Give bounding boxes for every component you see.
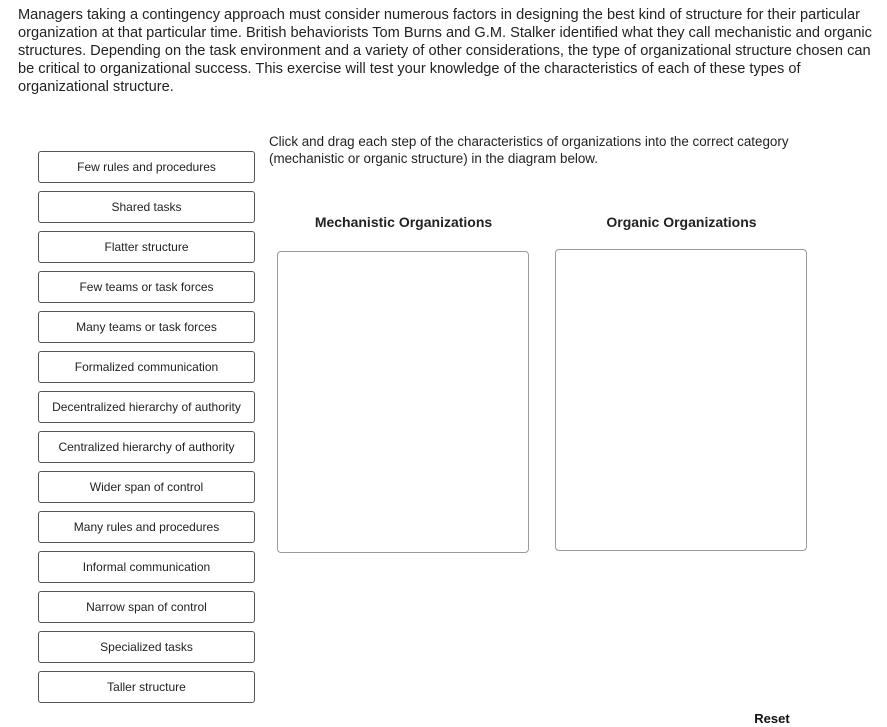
draggable-item-informal-communication[interactable]: Informal communication bbox=[38, 551, 255, 583]
draggable-item-list bbox=[38, 151, 255, 711]
reset-button[interactable]: Reset bbox=[744, 709, 800, 727]
mechanistic-drop-zone[interactable] bbox=[277, 251, 529, 553]
draggable-item-centralized-hierarchy[interactable]: Centralized hierarchy of authority bbox=[38, 431, 255, 463]
draggable-item-wider-span[interactable]: Wider span of control bbox=[38, 471, 255, 503]
draggable-item-flatter-structure[interactable]: Flatter structure bbox=[38, 231, 255, 263]
organic-column-title: Organic Organizations bbox=[606, 214, 757, 230]
draggable-item-narrow-span[interactable]: Narrow span of control bbox=[38, 591, 255, 623]
intro-paragraph: Managers taking a contingency approach must consider numerous factors in designing the best kind of structure for their particular organization at that particular time. British behaviorists Tom Burns and G.M. Stalker identified what they call mechanistic and organic structures. Depending on the task environment and a variety of other considerations, the type of organizational structure chosen can be critical to organizational success. This exercise will test your knowledge of the characteristics of each of these types of organizational structure. bbox=[18, 7, 872, 95]
draggable-item-few-rules[interactable]: Few rules and procedures bbox=[38, 151, 255, 183]
draggable-item-shared-tasks[interactable]: Shared tasks bbox=[38, 191, 255, 223]
organic-drop-zone[interactable] bbox=[555, 249, 807, 551]
draggable-item-many-rules[interactable]: Many rules and procedures bbox=[38, 511, 255, 543]
draggable-item-few-teams[interactable]: Few teams or task forces bbox=[38, 271, 255, 303]
draggable-item-decentralized-hierarchy[interactable]: Decentralized hierarchy of authority bbox=[38, 391, 255, 423]
draggable-item-taller-structure[interactable]: Taller structure bbox=[38, 671, 255, 703]
draggable-item-many-teams[interactable]: Many teams or task forces bbox=[38, 311, 255, 343]
instructions-text: Click and drag each step of the characteristics of organizations into the correct category (mechanistic or organic structure) in the diagram below. bbox=[269, 134, 789, 166]
mechanistic-column-title: Mechanistic Organizations bbox=[314, 214, 493, 230]
draggable-item-specialized-tasks[interactable]: Specialized tasks bbox=[38, 631, 255, 663]
draggable-item-formalized-communication[interactable]: Formalized communication bbox=[38, 351, 255, 383]
